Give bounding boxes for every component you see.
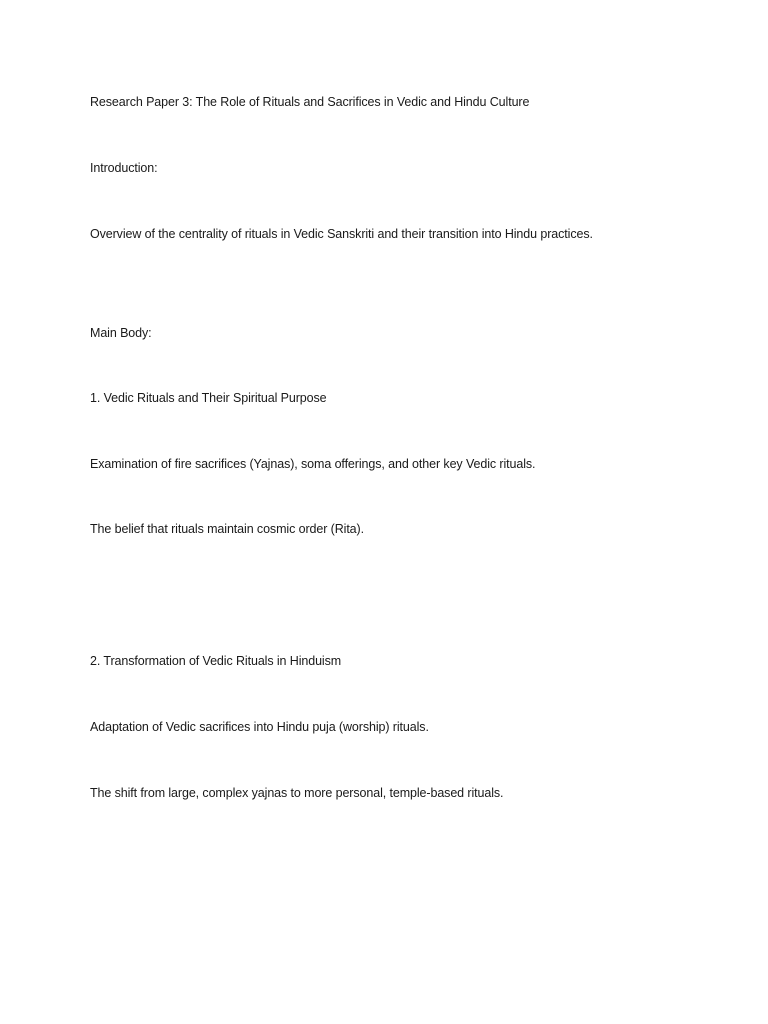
introduction-text: Overview of the centrality of rituals in Vedic Sanskriti and their transition into Hindu practices. (90, 227, 593, 241)
section-2-point-1: Adaptation of Vedic sacrifices into Hindu puja (worship) rituals. (90, 720, 429, 734)
section-1-point-1: Examination of fire sacrifices (Yajnas), soma offerings, and other key Vedic rituals. (90, 457, 536, 471)
section-1-point-2: The belief that rituals maintain cosmic order (Rita). (90, 522, 364, 536)
main-body-heading: Main Body: (90, 326, 152, 340)
section-2-heading: 2. Transformation of Vedic Rituals in Hinduism (90, 654, 342, 668)
section-2-point-2: The shift from large, complex yajnas to more personal, temple-based rituals. (90, 786, 504, 800)
paper-title: Research Paper 3: The Role of Rituals and Sacrifices in Vedic and Hindu Culture (90, 95, 530, 109)
section-1-heading: 1. Vedic Rituals and Their Spiritual Purpose (90, 391, 327, 405)
introduction-heading: Introduction: (90, 161, 158, 175)
